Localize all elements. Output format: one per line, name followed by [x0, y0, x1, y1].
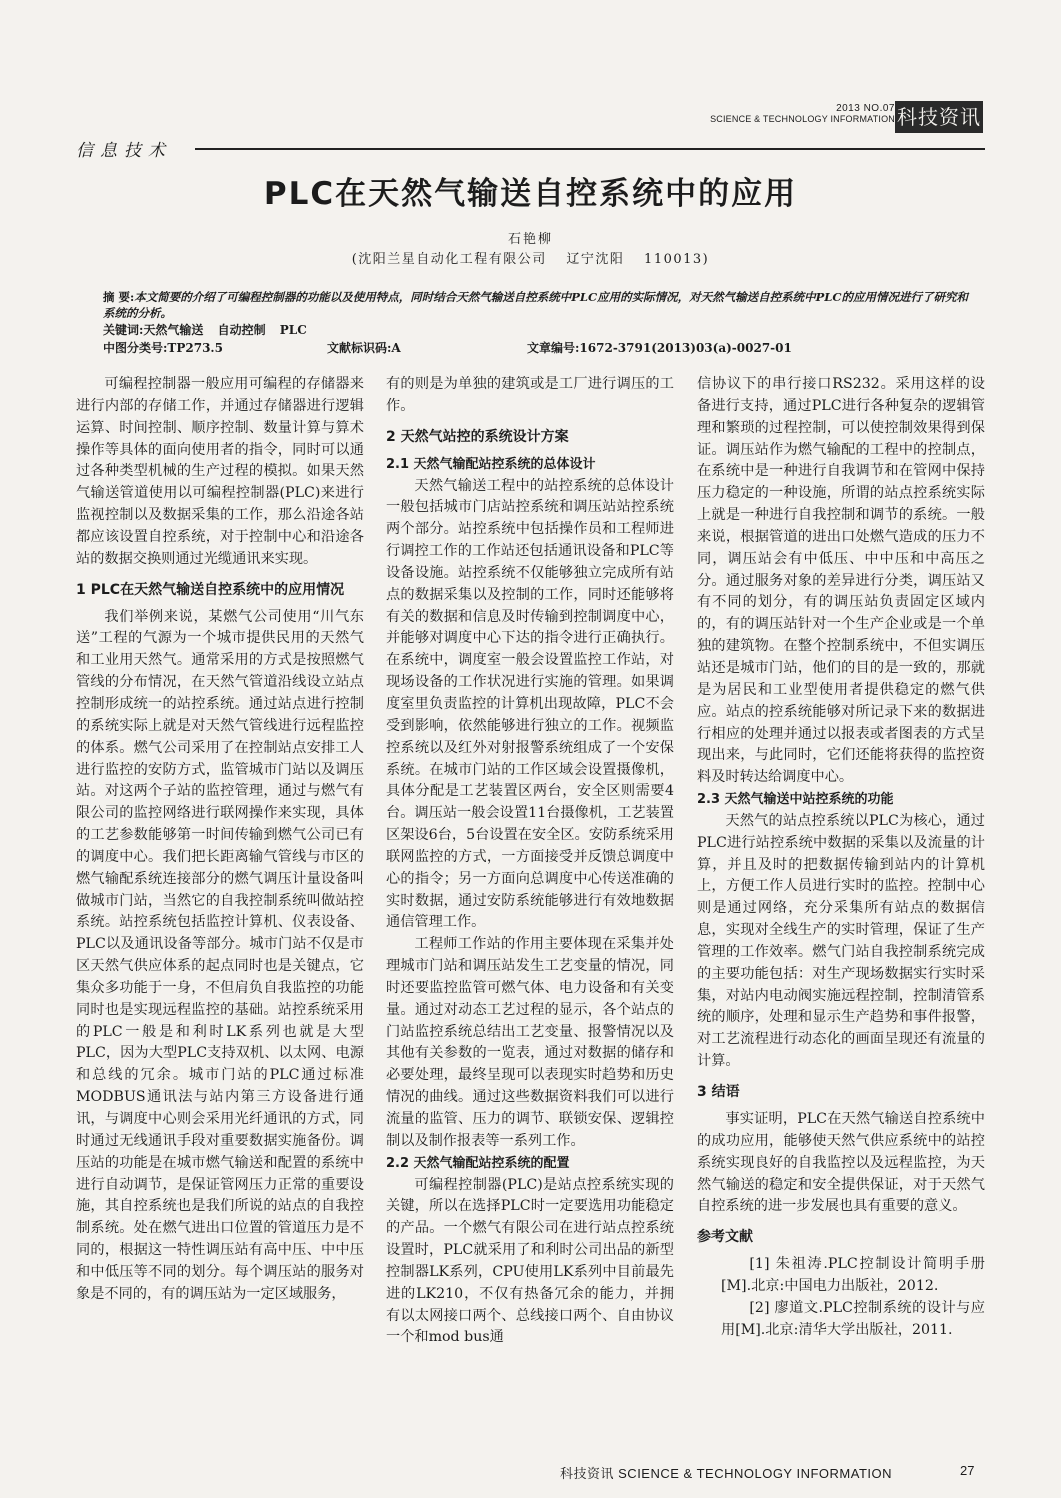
section-heading-3: 3 结语 — [697, 1084, 740, 1100]
page-number: 27 — [960, 1463, 975, 1478]
section-label: 信息技术 — [76, 141, 172, 161]
paragraph: 工程师工作站的作用主要体现在采集并处理城市门站和调压站发生工艺变量的情况，同时还要监控监管可燃气体、电力设备和有关变量。通过对动态工艺过程的显示，各个站点的门站监控系统总结出工艺变量、报警情况以及其他有关参数的一览表，通过对数据的储存和必要处理，最终呈现可以表现实时趋势和历史情况的曲线。通过这些数据资料我们可以进行流量的监管、压力的调节、联锁安保、逻辑控制以及制作报表等一系列工作。 — [386, 936, 674, 1149]
abstract-text: 本文简要的介绍了可编程控制器的功能以及使用特点，同时结合天然气输送自控系统中PLC应用的实际情况，对天然气输送自控系统中PLC的应用情况进行了研究和系统的分析。 — [103, 290, 969, 320]
body-column-3 — [697, 374, 985, 1342]
paragraph: 可编程控制器一般应用可编程的存储器来进行内部的存储工作，并通过存储器进行逻辑运算、时间控制、顺序控制、数量计算与算术操作等具体的面向使用者的指令，同时可以通过各种类型机械的生产过程的模拟。如果天然气输送管道使用以可编程控制器(PLC)来进行监视控制以及数据采集的工作，那么沿途各站都应该设置自控系统，对于控制中心和沿途各站的数据交换则通过光缆通讯来实现。 — [76, 376, 364, 567]
journal-name-en: SCIENCE & TECHNOLOGY INFORMATION — [710, 114, 895, 124]
journal-brand-logo: 科技资讯 — [895, 101, 983, 133]
subsection-heading-2-3: 2.3 天然气输送中站控系统的功能 — [697, 792, 894, 808]
paragraph: 信协议下的串行接口RS232。采用这样的设备进行支持，通过PLC进行各种复杂的逻辑管理和繁琐的过程控制，可以使控制效果得到保证。调压站作为燃气输配的工程中的控制点，在系统中是一种进行自我调节和在管网中保持压力稳定的一种设施，所谓的站点控系统实际上就是一种进行自我控制和调节的系统。一般来说，根据管道的进出口处燃气造成的压力不同，调压站会有中低压、中中压和中高压之分。通过服务对象的差异进行分类，调压站又有不同的划分，有的调压站负责固定区域内的，有的调压站针对一个生产企业或是一个单独的建筑物。在整个控制系统中，不但实调压站还是城市门站，他们的目的是一致的，那就是为居民和工业型使用者提供稳定的燃气供应。站点的控系统能够对所记录下来的数据进行相应的处理并通过以报表或者图表的方式呈现出来，与此同时，它们还能将获得的监控资料及时转达给调度中心。 — [697, 376, 985, 786]
abstract — [103, 289, 973, 321]
reference-item: [2] 廖道文.PLC控制系统的设计与应用[M].北京:清华大学出版社，2011. — [721, 1299, 985, 1338]
references-heading: 参考文献 — [697, 1229, 753, 1246]
affiliation: (沈阳兰星自动化工程有限公司 辽宁沈阳 110013) — [351, 252, 710, 267]
reference-item: [1] 朱祖涛.PLC控制设计简明手册[M].北京:中国电力出版社，2012. — [721, 1256, 985, 1295]
document-code: 文献标识码:A — [327, 341, 401, 355]
section-heading-1: 1 PLC在天然气输送自控系统中的应用情况 — [76, 581, 345, 598]
subsection-heading-2-1: 2.1 天然气输配站控系统的总体设计 — [386, 456, 596, 472]
footer-journal — [560, 1463, 892, 1482]
paragraph: 事实证明，PLC在天然气输送自控系统中的成功应用，能够使天然气供应系统中的站控系统实现良好的自我监控以及远程监控，为天然气输送的稳定和安全提供保证，对于天然气自控系统的进一步发展也具有重要的意义。 — [697, 1111, 985, 1215]
paragraph: 天然气输送工程中的站控系统的总体设计一般包括城市门店站控系统和调压站站控系统两个部分。站控系统中包括操作员和工程师进行调控工作的工作站还包括通讯设备和PLC等设备设施。站控系统不仅能够独立完成所有站点的数据采集以及控制的工作，同时还能够将有关的数据和信息及时传输到控制调度中心，并能够对调度中心下达的指令进行正确执行。在系统中，调度室一般会设置监控工作站，对现场设备的工作状况进行实施的管理。如果调度室里负责监控的计算机出现故障，PLC不会受到影响，依然能够进行独立的工作。视频监控系统以及红外对射报警系统组成了一个安保系统。在城市门站的工作区域会设置摄像机，具体分配是工艺装置区两台，安全区则需要4台。调压站一般会设置11台摄像机，工艺装置区架设6台，5台设置在安全区。安防系统采用联网监控的方式，一方面接受并反馈总调度中心的指令；另一方面向总调度中心传送准确的实时数据，通过安防系统能够进行有效地数据通信管理工作。 — [386, 477, 674, 931]
journal-header — [680, 103, 895, 125]
paragraph: 有的则是为单独的建筑或是工厂进行调压的工作。 — [386, 376, 674, 414]
header-rule — [195, 148, 985, 150]
body-column-1 — [76, 374, 364, 1306]
paragraph: 天然气的站点控系统以PLC为核心，通过PLC进行站控系统中数据的采集以及流量的计算，并且及时的把数据传输到站内的计算机上，方便工作人员进行实时的监控。控制中心则是通过网络，充分采集所有站点的数据信息，实现对全线生产的实时管理，保证了生产管理的工作效率。燃气门站自我控制系统完成的主要功能包括：对生产现场数据实行实时采集，对站内电动阀实施远程控制，控制清管系统的顺序，处理和显示生产趋势和事件报警，对工艺流程进行动态化的画面呈现还有流量的计算。 — [697, 812, 985, 1070]
article-number: 文章编号:1672-3791(2013)03(a)-0027-01 — [527, 341, 792, 355]
paragraph: 我们举例来说，某燃气公司使用“川气东送”工程的气源为一个城市提供民用的天然气和工业用天然气。通常采用的方式是按照燃气管线的分布情况，在天然气管道沿线设立站点控制形成统一的站控系统。通过站点进行控制的系统实际上就是对天然气管线进行远程监控的体系。燃气公司采用了在控制站点安排工人进行监控的安防方式，监管城市门站以及调压站。对这两个子站的监控管理，通过与燃气有限公司的监控网络进行联网操作来实现，具体的工艺参数能够第一时间传输到燃气公司已有的调度中心。我们把长距离输气管线与市区的燃气输配系统连接部分的燃气调压计量设备叫做城市门站，当然它的自我控制系统叫做站控系统。站控系统包括监控计算机、仪表设备、PLC以及通讯设备等部分。城市门站不仅是市区天然气供应体系的起点同时也是关键点，它集众多功能于一身，不但肩负自我监控的功能同时也是实现远程监控的基础。站控系统采用的PLC一般是和利时LK系列也就是大型PLC，因为大型PLC支持双机、以太网、电源和总线的冗余。城市门站的PLC通过标准MODBUS通讯法与站内第三方设备进行通讯，与调度中心则会采用光纤通讯的方式，同时通过无线通讯手段对重要数据实施备份。调压站的功能是在城市燃气输送和配置的系统中进行自动调节，是保证管网压力正常的重要设施，其自控系统也是我们所说的站点的自我控制系统。处在燃气进出口位置的管道压力是不同的，根据这一特性调压站有高中压、中中压和中低压等不同的划分。每个调压站的服务对象是不同的，有的调压站为一定区域服务， — [76, 608, 364, 1302]
article-title: PLC在天然气输送自控系统中的应用 — [263, 176, 798, 212]
keywords: 关键词:天然气输送 自动控制 PLC — [103, 323, 307, 337]
section-heading-2: 2 天然气站控的系统设计方案 — [386, 428, 569, 445]
reference-list — [697, 1254, 985, 1341]
abstract-label: 摘 要: — [103, 290, 135, 304]
subsection-heading-2-2: 2.2 天然气输配站控系统的配置 — [386, 1155, 570, 1171]
issue-number: 2013 NO.07 — [836, 103, 895, 114]
footer-journal-en: SCIENCE & TECHNOLOGY INFORMATION — [618, 1466, 893, 1481]
footer-journal-cn: 科技资讯 — [560, 1467, 615, 1482]
author: 石艳柳 — [507, 232, 553, 247]
clc-number: 中图分类号:TP273.5 — [103, 341, 223, 355]
paragraph: 可编程控制器(PLC)是站点控系统实现的关键，所以在选择PLC时一定要选用功能稳定的产品。一个燃气有限公司在进行站点控系统设置时，PLC就采用了和利时公司出品的新型控制器LK系列，CPU使用LK系列中目前最先进的LK210，不仅有热备冗余的能力，并拥有以太网接口两个、总线接口两个、自由协议一个和mod bus通 — [386, 1176, 674, 1346]
body-column-2 — [386, 374, 674, 1349]
